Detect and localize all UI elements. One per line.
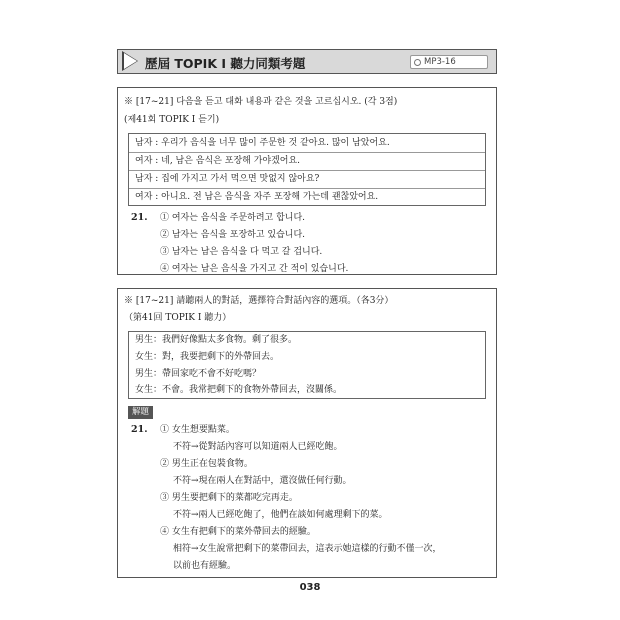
- answer-explanation: 不符→從對話內容可以知道兩人已經吃飽。: [173, 442, 343, 452]
- dialogue-line: 男生：帶回家吃不會不好吃嗎？: [135, 369, 262, 379]
- answer-explanation: 以前也有經驗。: [173, 561, 237, 571]
- section-header-banner: [117, 49, 497, 74]
- audio-disc-icon: [414, 59, 421, 66]
- answer-explanation: 不符→兩人已經吃飽了，他們在談如何處理剩下的菜。: [173, 510, 388, 520]
- dialogue-line: 男生：我們好像點太多食物。剩了很多。: [135, 335, 298, 345]
- question-number: 21.: [131, 212, 148, 223]
- answer-option: ① 女生想要點菜。: [160, 425, 235, 435]
- chinese-explanation-box: [117, 288, 497, 578]
- chinese-dialogue-box: [128, 331, 486, 399]
- answer-explanation: 不符→現在兩人在對話中，還沒做任何行動。: [173, 476, 352, 486]
- answer-option: ① 여자는 음식을 주문하려고 합니다.: [160, 213, 306, 223]
- answer-option: ③ 男生要把剩下的菜都吃完再走。: [160, 493, 298, 503]
- play-icon-inner: [124, 53, 137, 69]
- answer-explanation: 相符→女生說常把剩下的菜帶回去，這表示她這樣的行動不僅一次，: [173, 544, 442, 554]
- dialogue-line: 女生：不會。我常把剩下的食物外帶回去，沒關係。: [135, 385, 343, 395]
- answer-option: ② 남자는 음식을 포장하고 있습니다.: [160, 230, 306, 240]
- dialogue-line: 여자 : 아니요. 전 남은 음식을 자주 포장해 가는데 괜찮았어요.: [135, 192, 379, 202]
- mp3-track-label: MP3-16: [424, 57, 456, 67]
- korean-instruction: ※ [17~21] 다음을 듣고 대화 내용과 같은 것을 고르십시오. (각 3점): [124, 97, 398, 107]
- explanation-tag: 解題: [128, 406, 153, 419]
- korean-source: (제41회 TOPIK I 듣기): [124, 115, 220, 125]
- answer-option: ④ 女生有把剩下的菜外帶回去的經驗。: [160, 527, 316, 537]
- korean-question-box: [117, 87, 497, 275]
- mp3-track-badge: [410, 55, 488, 69]
- dialogue-line: 남자 : 집에 가지고 가서 먹으면 맛없지 않아요?: [135, 174, 320, 184]
- chinese-source: （第41回 TOPIK I 聽力）: [124, 313, 232, 323]
- dialogue-line: 여자 : 네, 남은 음식은 포장해 가야겠어요.: [135, 156, 301, 166]
- answer-option: ② 男生正在包裝食物。: [160, 459, 253, 469]
- dialogue-line: 女生：對，我要把剩下的外帶回去。: [135, 352, 280, 362]
- answer-option: ③ 남자는 남은 음식을 다 먹고 갈 겁니다.: [160, 247, 323, 257]
- chinese-instruction: ※ [17~21] 請聽兩人的對話，選擇符合對話內容的選項。（各3分）: [124, 296, 394, 306]
- korean-dialogue-box: [128, 133, 486, 206]
- section-title: 歷屆 TOPIK I 聽力同類考題: [145, 56, 306, 71]
- dialogue-line: 남자 : 우리가 음식을 너무 많이 주문한 것 같아요. 많이 남았어요.: [135, 138, 390, 148]
- question-number: 21.: [131, 424, 148, 435]
- answer-option: ④ 여자는 남은 음식을 가지고 간 적이 있습니다.: [160, 264, 349, 274]
- page-number: 038: [299, 582, 321, 593]
